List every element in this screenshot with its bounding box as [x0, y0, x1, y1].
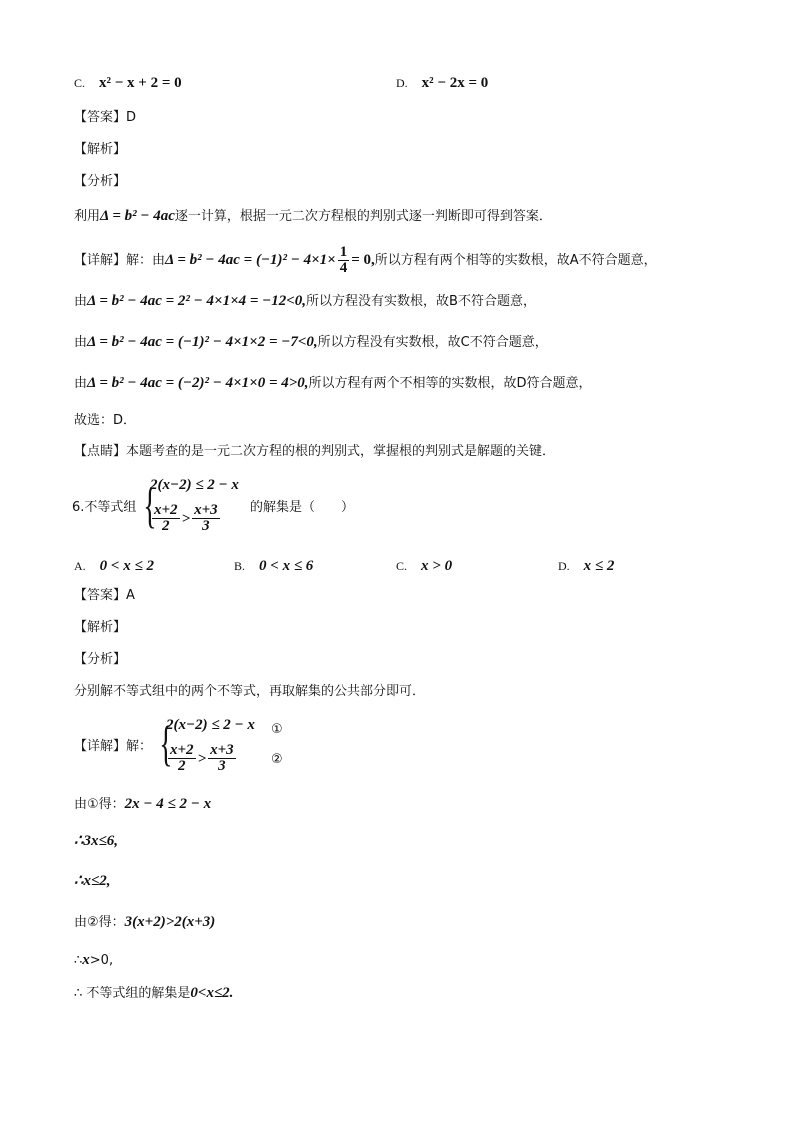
q6-analysis-tag: 【解析】 [74, 620, 127, 635]
option-d-expr: x² − 2x = 0 [421, 75, 489, 91]
step4-expr: 3(x+2)>2(x+3) [124, 914, 216, 930]
detail-intro: 解：由 [126, 253, 166, 268]
prefix-b: 由 [74, 294, 88, 309]
detail-ineq1: 2(x−2) ≤ 2 − x [166, 717, 255, 733]
text-a: 所以方程有两个相等的实数根，故A不符合题意， [374, 253, 657, 268]
frac-den: 4 [339, 260, 348, 276]
q6-step1 [74, 796, 211, 813]
q6-step5 [74, 952, 113, 969]
fenxi-text-2: 逐一计算，根据一元二次方程根的判别式逐一判断即可得到答案． [174, 209, 552, 224]
q6-option-label: A. [74, 559, 86, 573]
step1-expr: 2x − 4 ≤ 2 − x [124, 796, 212, 812]
step5-var: x [82, 952, 90, 968]
formula-b: Δ = b² − 4ac = 2² − 4×1×4 = −12<0, [87, 293, 307, 309]
prefix-d: 由 [74, 376, 88, 391]
q6-step6 [74, 985, 233, 1002]
q6-answer [74, 588, 135, 604]
q6-step3: ∴x≤2, [74, 873, 111, 889]
q5-dianjing [74, 444, 555, 460]
q6-ineq2 [150, 503, 222, 534]
fraction-one-quarter [338, 245, 350, 276]
q6-fenxi-tag: 【分析】 [74, 652, 127, 667]
q5-choose: 故选：D． [74, 413, 137, 428]
q6-option-expr: 0 < x ≤ 2 [99, 558, 154, 574]
option-c-expr: x² − x + 2 = 0 [99, 75, 182, 91]
q6-option-label: B. [234, 559, 246, 573]
q6-option-label: D. [558, 559, 570, 573]
detail-system-brace: { [159, 715, 173, 771]
detail-tag: 【详解】 [74, 253, 127, 268]
ineq2-left-frac [152, 503, 180, 534]
q5-detail-a [74, 244, 657, 277]
q5-fenxi [74, 208, 552, 225]
q6-option-label: C. [396, 559, 408, 573]
q6-ineq1: 2(x−2) ≤ 2 − x [150, 477, 239, 493]
circle-two-mark: ② [271, 752, 283, 767]
ineq2-op: > [181, 511, 191, 527]
ineq2-left-num: x+2 [154, 502, 178, 518]
formula-d: Δ = b² − 4ac = (−2)² − 4×1×0 = 4>0, [87, 375, 309, 391]
q6-option-expr: 0 < x ≤ 6 [259, 558, 314, 574]
answer-tag: 【答案】 [74, 588, 127, 603]
option-d [396, 75, 488, 91]
option-c-label: C. [74, 76, 86, 90]
detail-left-frac [168, 743, 196, 774]
circle-one-mark: ① [271, 722, 283, 737]
detail-tag: 【详解】 [74, 739, 127, 754]
text-d: 所以方程有两个不相等的实数根，故D符合题意， [308, 376, 592, 391]
dianjing-tag: 【点睛】 [74, 444, 127, 459]
q5-answer [74, 110, 136, 126]
q6-stem-1: 不等式组 [84, 500, 137, 515]
q6-option [558, 558, 614, 574]
q5-detail-c [74, 334, 548, 351]
detail-intro: 解： [126, 739, 153, 754]
step4-prefix: 由②得： [74, 915, 125, 930]
prefix-c: 由 [74, 335, 88, 350]
detail-left-num: x+2 [170, 742, 194, 758]
option-c [74, 75, 182, 91]
ineq2-right-frac [192, 503, 220, 534]
dianjing-text: 本题考查的是一元二次方程的根的判别式，掌握根的判别式是解题的关键． [126, 444, 556, 459]
detail-op: > [197, 751, 207, 767]
formula-a-end: = 0, [351, 252, 375, 268]
ineq2-left-den: 2 [162, 518, 170, 534]
detail-right-frac [208, 743, 236, 774]
q6-step2: ∴3x≤6, [74, 833, 119, 849]
option-d-label: D. [396, 76, 408, 90]
fenxi-text-1: 利用 [74, 209, 101, 224]
detail-right-den: 3 [218, 758, 226, 774]
text-b: 所以方程没有实数根，故B不符合题意， [306, 294, 536, 309]
answer-value: A [126, 588, 135, 603]
q6-detail-start [74, 739, 152, 755]
q6-option [396, 558, 452, 574]
q5-detail-b [74, 293, 536, 310]
formula-c: Δ = b² − 4ac = (−1)² − 4×1×2 = −7<0, [87, 334, 318, 350]
q6-step4 [74, 914, 215, 931]
text-c: 所以方程没有实数根，故C不符合题意， [317, 335, 548, 350]
delta-formula: Δ = b² − 4ac [100, 208, 175, 224]
q5-analysis-tag: 【解析】 [74, 142, 127, 157]
answer-value: D [126, 110, 137, 125]
step1-prefix: 由①得： [74, 797, 125, 812]
step6-expr: 0<x≤2. [190, 985, 234, 1001]
formula-a: Δ = b² − 4ac = (−1)² − 4×1× [165, 252, 336, 268]
step5-therefore: ∴ [74, 953, 83, 968]
q6-option [234, 558, 313, 574]
q6-option-expr: x > 0 [421, 558, 453, 574]
system-brace: { [143, 477, 157, 533]
ineq2-right-den: 3 [202, 518, 210, 534]
step6-text: ∴ 不等式组的解集是 [74, 986, 191, 1001]
q6-stem-end: 的解集是（ ） [250, 500, 355, 515]
answer-tag: 【答案】 [74, 110, 127, 125]
q6-fenxi: 分别解不等式组中的两个不等式，再取解集的公共部分即可． [74, 684, 426, 699]
q6-stem-start [72, 500, 136, 516]
q6-number: 6. [72, 500, 85, 515]
q5-fenxi-tag: 【分析】 [74, 174, 127, 189]
ineq2-right-num: x+3 [194, 502, 218, 518]
detail-left-den: 2 [178, 758, 186, 774]
q5-detail-d [74, 375, 592, 392]
q6-option-expr: x ≤ 2 [583, 558, 615, 574]
detail-ineq2 [166, 743, 238, 774]
step5-rest: >0, [89, 953, 114, 968]
q6-option [74, 558, 154, 574]
detail-right-num: x+3 [210, 742, 234, 758]
frac-num: 1 [339, 244, 348, 260]
